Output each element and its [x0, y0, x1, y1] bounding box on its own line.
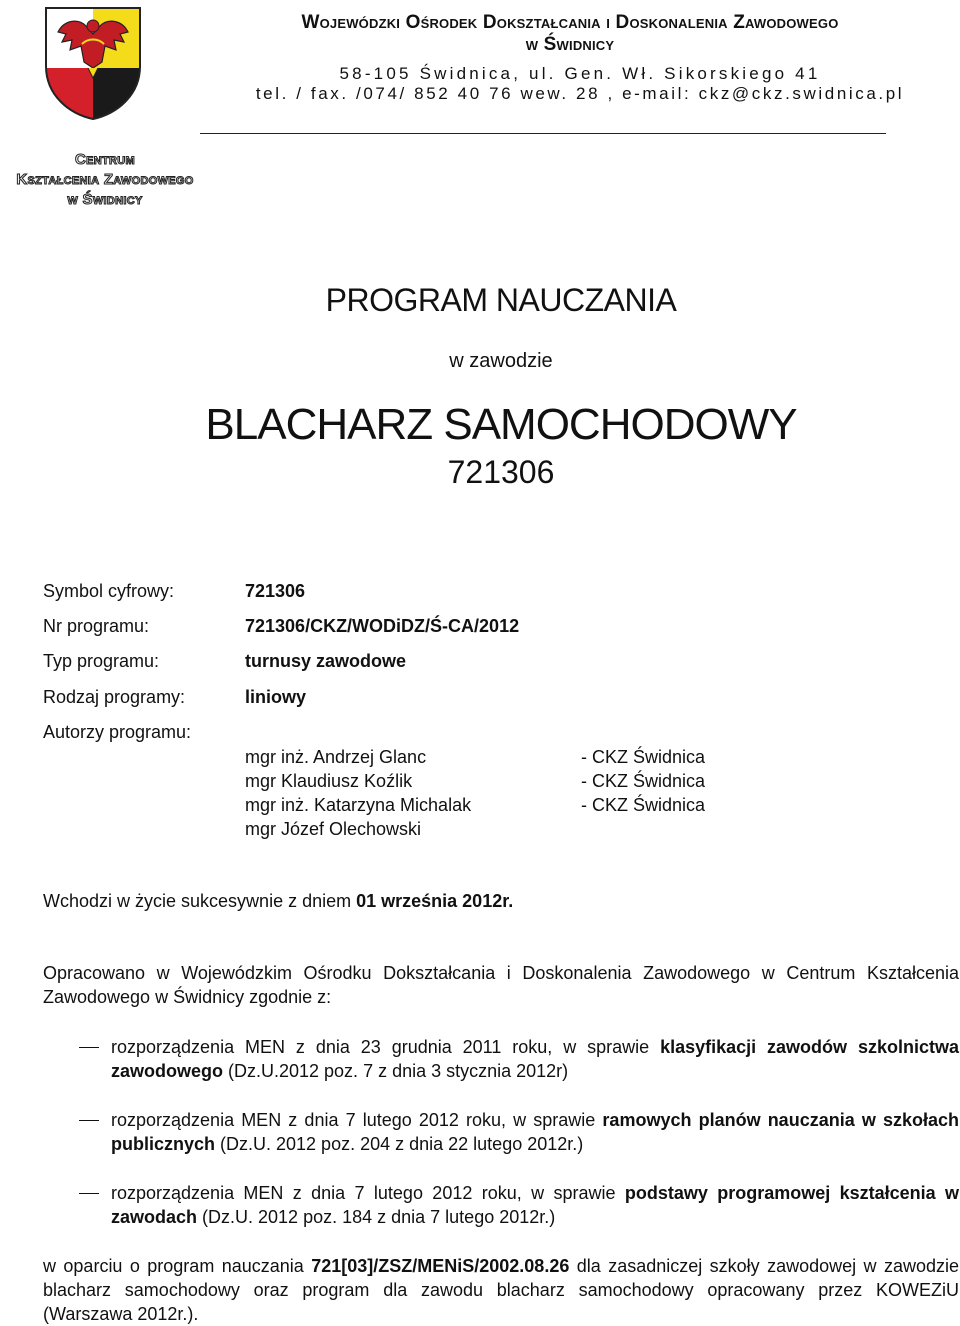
- regulation-reference: (Dz.U. 2012 poz. 204 z dnia 22 lutego 2012r.): [215, 1134, 584, 1154]
- in-profession-label: w zawodzie: [449, 350, 553, 372]
- prepared-statement: Opracowano w Wojewódzkim Ośrodku Dokształcania i Doskonalenia Zawodowego w Centrum Kształcenia Zawodowego w Świdnicy zgodnie z:: [43, 963, 959, 1007]
- author-institution: - CKZ Świdnica: [581, 795, 706, 815]
- coat-of-arms-logo: [42, 4, 144, 122]
- basis-statement: [43, 1254, 959, 1326]
- address-line: 58-105 Świdnica, ul. Gen. Wł. Sikorskiego 41: [339, 64, 821, 83]
- regulation-item: [111, 1181, 959, 1229]
- institution-address: [200, 64, 960, 104]
- program-type-label: Typ programu:: [43, 651, 160, 671]
- regulation-subject: ramowych planów nauczania w szkołach publicznych: [111, 1110, 959, 1154]
- header-divider: [200, 133, 886, 134]
- institution-name-line1: Wojewódzki Ośrodek Dokształcania i Doskonalenia Zawodowego: [301, 12, 839, 33]
- ckz-line2: Kształcenia Zawodowego: [16, 171, 194, 188]
- program-type-value: turnusy zawodowe: [245, 651, 407, 671]
- regulation-subject: klasyfikacji zawodów szkolnictwa zawodowego: [111, 1037, 959, 1081]
- regulation-item: [111, 1035, 959, 1083]
- regulation-text: rozporządzenia MEN z dnia 7 lutego 2012 roku, w sprawie: [111, 1183, 625, 1203]
- profession-title: BLACHARZ SAMOCHODOWY: [205, 400, 797, 449]
- institution-name-line2: w Świdnicy: [525, 34, 615, 55]
- author-name: mgr Klaudiusz Koźlik: [245, 771, 413, 791]
- list-dash: [79, 1120, 99, 1121]
- regulation-reference: (Dz.U.2012 poz. 7 z dnia 3 stycznia 2012r): [223, 1061, 569, 1081]
- ckz-line1: Centrum: [75, 151, 135, 168]
- symbol-label: Symbol cyfrowy:: [43, 581, 175, 601]
- list-dash: [79, 1193, 99, 1194]
- effective-text: Wchodzi w życie sukcesywnie z dniem: [43, 891, 357, 911]
- profession-code: 721306: [447, 454, 555, 490]
- ckz-logo-text: [0, 150, 210, 210]
- regulation-subject: podstawy programowej kształcenia w zawodach: [111, 1183, 960, 1227]
- regulation-item: [111, 1108, 959, 1156]
- regulation-reference: (Dz.U. 2012 poz. 184 z dnia 7 lutego 2012r.): [197, 1207, 556, 1227]
- effective-date-statement: [43, 889, 959, 913]
- program-number-value: 721306/CKZ/WODiDZ/Ś-CA/2012: [245, 616, 520, 636]
- author-name: mgr Józef Olechowski: [245, 819, 422, 839]
- symbol-value: 721306: [245, 581, 306, 601]
- regulation-text: rozporządzenia MEN z dnia 23 grudnia 2011 roku, w sprawie: [111, 1037, 661, 1057]
- author-institution: - CKZ Świdnica: [581, 747, 706, 767]
- basis-text-end: dla zasadniczej szkoły zawodowej w zawodzie blacharz samochodowy oraz program dla zawodu blacharz samochodowy opracowany przez KOWEZiU (Warszawa 2012r.).: [43, 1256, 959, 1324]
- basis-program-code: 721[03]/ZSZ/MENiS/2002.08.26: [311, 1256, 570, 1276]
- list-dash: [79, 1047, 99, 1048]
- authors-label: Autorzy programu:: [43, 722, 192, 742]
- program-kind-value: liniowy: [245, 687, 307, 707]
- institution-name: [210, 12, 930, 56]
- effective-date: 01 września 2012r.: [356, 891, 514, 911]
- author-name: mgr inż. Andrzej Glanc: [245, 747, 427, 767]
- ckz-line3: w Świdnicy: [67, 191, 143, 208]
- basis-text: w oparciu o program nauczania: [43, 1256, 312, 1276]
- author-name: mgr inż. Katarzyna Michalak: [245, 795, 472, 815]
- author-institution: - CKZ Świdnica: [581, 771, 706, 791]
- program-kind-label: Rodzaj programy:: [43, 687, 186, 707]
- contact-line: tel. / fax. /074/ 852 40 76 wew. 28 , e-mail: ckz@ckz.swidnica.pl: [255, 84, 905, 103]
- program-number-label: Nr programu:: [43, 616, 150, 636]
- regulation-text: rozporządzenia MEN z dnia 7 lutego 2012 roku, w sprawie: [111, 1110, 603, 1130]
- program-title: PROGRAM NAUCZANIA: [325, 282, 677, 318]
